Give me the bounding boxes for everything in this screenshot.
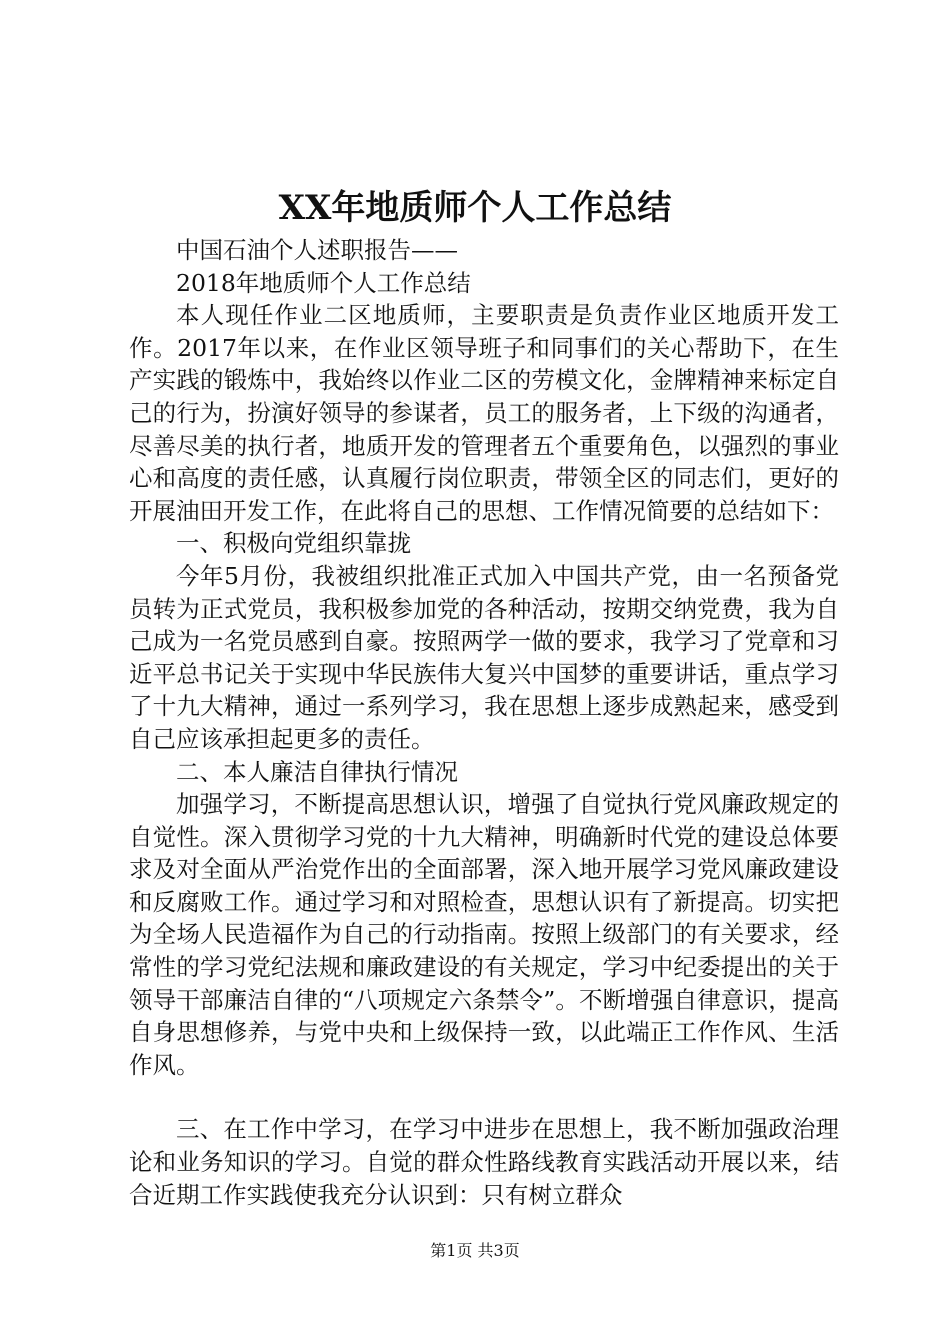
paragraph-section-2: 加强学习，不断提高思想认识，增强了自觉执行党风廉政规定的自觉性。深入贯彻学习党的十九大精神，明确新时代党的建设总体要求及对全面从严治党作出的全面部署，深入地开展学习党风廉政建设和反腐败工作。通过学习和对照检查，思想认识有了新提高。切实把为全场人民造福作为自己的行动指南。按照上级部门的有关要求，经常性的学习党纪法规和廉政建设的有关规定，学习中纪委提出的关于领导干部廉洁自律的“八项规定六条禁令”。不断增强自律意识，提高自身思想修养，与党中央和上级保持一致，以此端正工作作风、生活作风。 [129, 790, 839, 1079]
subtitle-line-1: 中国石油个人述职报告—— [176, 236, 458, 264]
page-footer: 第1页 共3页 [430, 1241, 520, 1260]
document-title: XX年地质师个人工作总结 [278, 188, 672, 228]
paragraph-intro: 本人现任作业二区地质师，主要职责是负责作业区地质开发工作。2017年以来，在作业区领导班子和同事们的关心帮助下，在生产实践的锻炼中，我始终以作业二区的劳模文化，金牌精神来标定自己的行为，扮演好领导的参谋者，员工的服务者，上下级的沟通者，尽善尽美的执行者，地质开发的管理者五个重要角色，以强烈的事业心和高度的责任感，认真履行岗位职责，带领全区的同志们，更好的开展油田开发工作，在此将自己的思想、工作情况简要的总结如下： [129, 301, 839, 525]
section-heading-2: 二、本人廉洁自律执行情况 [176, 757, 458, 786]
paragraph-section-3: 三、在工作中学习，在学习中进步在思想上，我不断加强政治理论和业务知识的学习。自觉的群众性路线教育实践活动开展以来，结合近期工作实践使我充分认识到：只有树立群众 [129, 1115, 839, 1209]
document-body [129, 234, 839, 1211]
subtitle-line-2: 2018年地质师个人工作总结 [176, 268, 471, 297]
paragraph-section-1: 今年5月份，我被组织批准正式加入中国共产党，由一名预备党员转为正式党员，我积极参加党的各种活动，按期交纳党费，我为自己成为一名党员感到自豪。按照两学一做的要求，我学习了党章和习近平总书记关于实现中华民族伟大复兴中国梦的重要讲话，重点学习了十九大精神，通过一系列学习，我在思想上逐步成熟起来，感受到自己应该承担起更多的责任。 [129, 561, 839, 753]
section-heading-1: 一、积极向党组织靠拢 [176, 529, 411, 558]
